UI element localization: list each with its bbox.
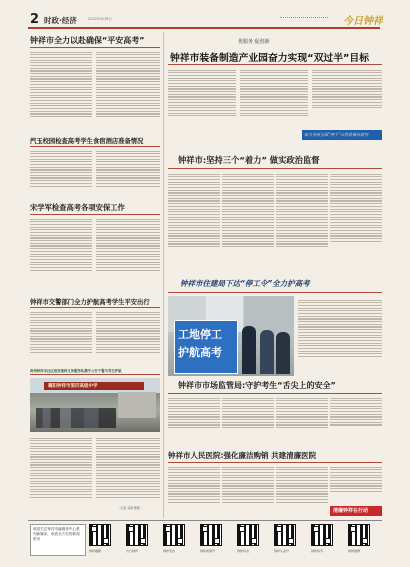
footer-rule: [28, 520, 382, 521]
qr-label: 钟祥快手: [311, 549, 324, 553]
article4-col-1: [168, 465, 220, 517]
qr-code-4[interactable]: [200, 524, 222, 546]
article2-col-4: [330, 172, 382, 270]
left-text-block-7: [30, 310, 92, 366]
qr-label: 钟祥抖音: [237, 549, 250, 553]
photo-story-text: [298, 298, 382, 376]
photo-person-1: [242, 326, 256, 374]
article2-col-3: [276, 172, 328, 270]
left-text-block-9: [30, 436, 92, 516]
qr-code-6[interactable]: [274, 524, 296, 546]
photo-crowd: [36, 408, 116, 428]
school-gate-sign-text: 襄阳钟祥市第四高级中学: [48, 384, 98, 389]
article3-rule: [168, 393, 382, 394]
qr-code-3[interactable]: [163, 524, 185, 546]
lead-text-col-2: [240, 68, 308, 130]
photo-story-rule: [168, 292, 382, 293]
left-text-block-4: [96, 149, 160, 195]
left-banner: 贵州钟祥市社区疫苗接种义务服务队携手公安干警为考生护航: [30, 369, 122, 373]
left-headline-3: 宋学军检查高考各项安保工作: [30, 203, 125, 212]
article4-rule: [168, 462, 382, 463]
notice-board-line-2: 护航高考: [178, 346, 222, 359]
left-text-block-10: [96, 436, 160, 516]
footer-promo-text: 欢迎关注钟祥市融媒体中心系列新媒体，收看全方位的新闻资讯: [33, 527, 80, 541]
article3-col-3: [276, 396, 328, 438]
lead-title: 钟祥市装备制造产业园奋力实现“双过半”目标: [170, 53, 370, 64]
qr-code-1[interactable]: [89, 524, 111, 546]
section-label: 时政·经济: [44, 16, 77, 25]
photo-person-2: [260, 330, 274, 374]
qr-label: 钟祥视频号: [200, 549, 216, 553]
article3-col-1: [168, 396, 220, 438]
notice-board-line-1: 工地停工: [178, 328, 222, 341]
lead-rule: [168, 64, 382, 65]
left-text-block-8: [96, 310, 160, 366]
article2-title: 钟祥市:坚持三个“着力” 做实政治监督: [178, 155, 320, 165]
left-text-block-5: [30, 217, 92, 285]
school-gate-photo: [30, 378, 160, 432]
masthead-logo: 今日钟祥: [343, 16, 383, 27]
article2-rule: [168, 168, 382, 169]
photo-building: [118, 392, 156, 418]
left-rule-5: [30, 374, 160, 375]
qr-label: 钟祥融媒: [89, 549, 102, 553]
left-rule-3: [30, 214, 160, 215]
qr-code-7[interactable]: [311, 524, 333, 546]
article4-col-4: [330, 465, 382, 503]
construction-site-photo: [168, 296, 294, 376]
article3-col-4: [330, 396, 382, 438]
photo-person-3: [276, 332, 290, 374]
article4-col-3: [276, 465, 328, 517]
article2-col-1: [168, 172, 220, 270]
qr-label: 钟祥微博: [348, 549, 361, 553]
left-text-block-6: [96, 217, 160, 285]
header-dots: [280, 17, 328, 21]
article2-col-2: [222, 172, 274, 270]
clean-badge-text: 清廉钟祥在行动: [333, 508, 369, 514]
qr-code-5[interactable]: [237, 524, 259, 546]
left-text-block-3: [30, 149, 92, 195]
qr-label: 今日钟祥: [126, 549, 139, 553]
page-number: 2: [30, 12, 40, 27]
slogan-ribbon-text: 奋力争创全国“两个”示范县城市前列: [304, 132, 369, 137]
lead-text-col-1: [168, 68, 236, 130]
article4-title: 钟祥市人民医院:强化廉洁购销 共建清廉医院: [168, 451, 317, 460]
photo-story-title: 钟祥市住建局下达“停工令”全力护高考: [180, 279, 310, 288]
article4-col-2: [222, 465, 274, 517]
header-rule: [28, 27, 380, 29]
header-date: 2022年6月8日: [88, 17, 112, 21]
page-header: [0, 0, 410, 30]
qr-code-2[interactable]: [126, 524, 148, 546]
left-rule-2: [30, 146, 160, 147]
left-headline-4: 钟祥市交警部门全力护航高考学生平安出行: [30, 299, 150, 306]
left-rule-4: [30, 307, 160, 308]
lead-text-col-3: [312, 68, 382, 130]
left-credit: （记者 邓颖 整理）: [118, 506, 143, 510]
qr-label: 钟祥发布: [163, 549, 176, 553]
article3-col-2: [222, 396, 274, 438]
qr-code-8[interactable]: [348, 524, 370, 546]
left-headline-1: 钟祥市全力以赴确保“平安高考”: [30, 36, 145, 45]
column-divider: [163, 32, 164, 518]
left-text-block-1: [30, 50, 92, 128]
left-rule-1: [30, 47, 160, 48]
left-headline-2: 汽玉校园检查高考学生食宿酒店准备情况: [30, 138, 144, 145]
lead-kicker: 优服务 促创新: [238, 39, 270, 45]
article3-title: 钟祥市市场监管局:守护考生“舌尖上的安全”: [178, 381, 336, 390]
qr-label: 钟祥头条号: [274, 549, 290, 553]
left-text-block-2: [96, 50, 160, 128]
